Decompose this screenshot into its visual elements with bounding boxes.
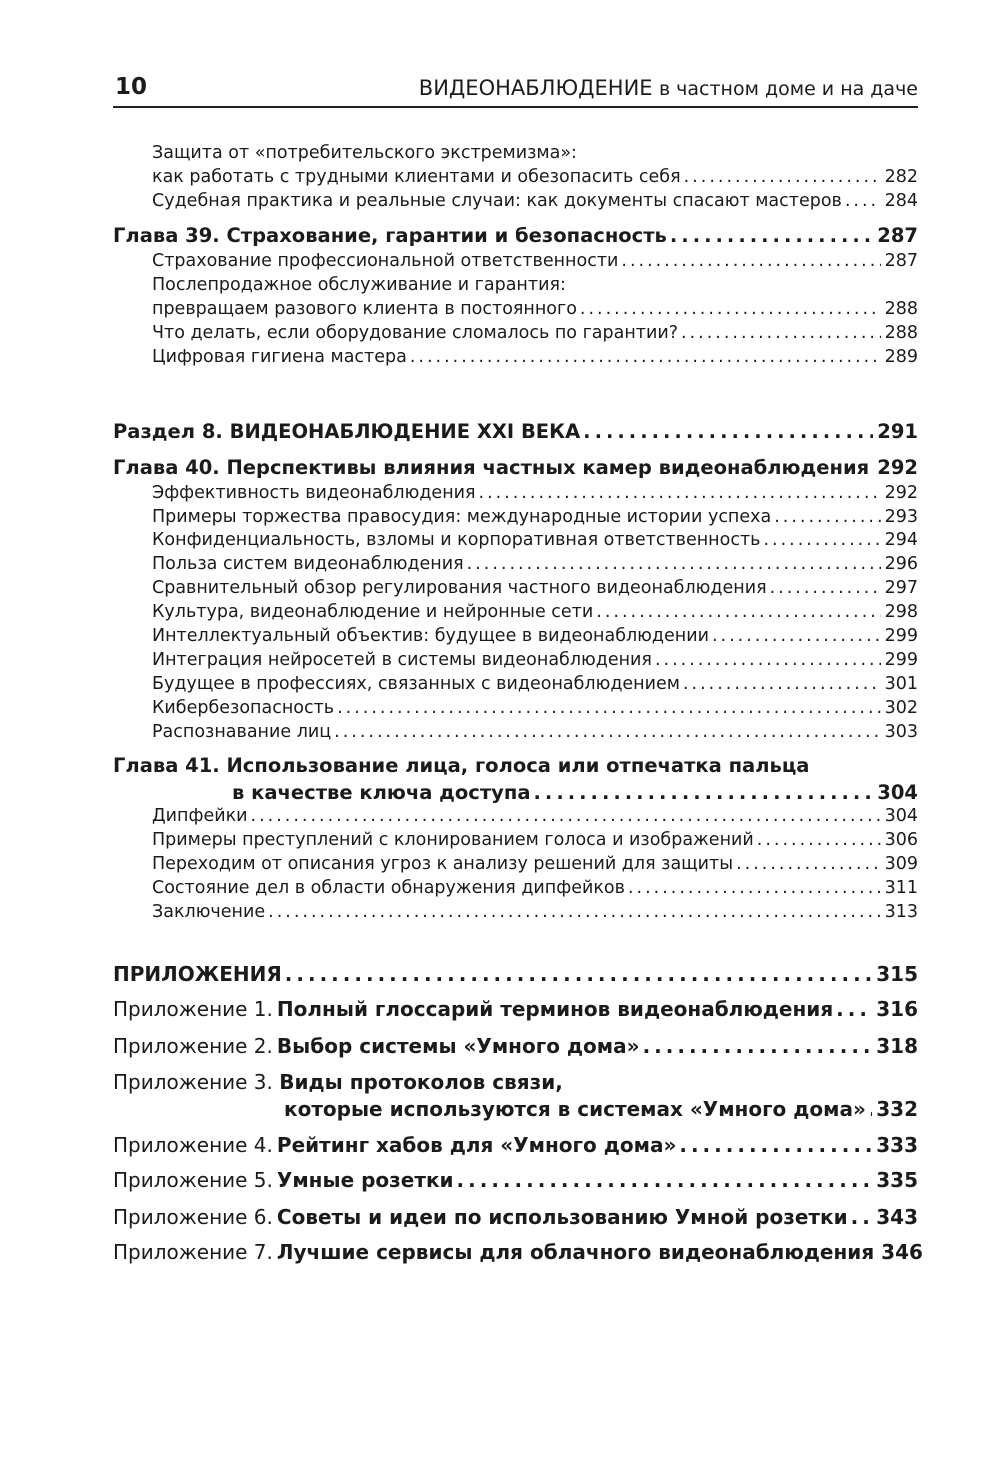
toc-entry-extremism-line1: Защита от «потребительского экстремизма»: bbox=[152, 143, 577, 163]
toc-entry-page: 301 bbox=[884, 674, 918, 694]
toc-entry-label: Эффективность видеонаблюдения bbox=[152, 483, 476, 503]
dot-leader bbox=[845, 191, 881, 211]
appendix-page: 332 bbox=[876, 1097, 918, 1121]
dot-leader bbox=[596, 602, 880, 622]
dot-leader bbox=[467, 554, 881, 574]
appendix-prefix: Приложение 5. bbox=[113, 1168, 273, 1192]
toc-entry-label: Дипфейки bbox=[152, 806, 248, 826]
toc-entry-page: 289 bbox=[884, 347, 918, 367]
appendix-prefix: Приложение 4. bbox=[113, 1133, 273, 1157]
toc-entry-label: Цифровая гигиена мастера bbox=[152, 347, 407, 367]
toc-entry-page: 303 bbox=[884, 722, 918, 742]
toc-entry[interactable] bbox=[152, 878, 918, 902]
appendix-title: Виды протоколов связи, bbox=[279, 1070, 563, 1094]
toc-entry-page: 306 bbox=[884, 830, 918, 850]
appendix-prefix: Приложение 3. bbox=[113, 1070, 273, 1094]
toc-entry-label: Польза систем видеонаблюдения bbox=[152, 554, 464, 574]
running-title bbox=[419, 76, 918, 100]
toc-entry-page: 284 bbox=[884, 191, 918, 211]
appendix-prefix: Приложение 1. bbox=[113, 997, 273, 1021]
toc-entry-page: 299 bbox=[884, 626, 918, 646]
dot-leader bbox=[583, 420, 873, 443]
dot-leader bbox=[670, 224, 873, 247]
toc-entry-page: 299 bbox=[884, 650, 918, 670]
dot-leader bbox=[479, 483, 881, 503]
appendix-page: 343 bbox=[876, 1205, 918, 1229]
appendix-title: Лучшие сервисы для облачного видеонаблюдения bbox=[276, 1240, 875, 1264]
toc-entry-postsale[interactable] bbox=[152, 299, 918, 323]
toc-chapter-label: Глава 40. Перспективы влияния частных камер видеонаблюдения bbox=[113, 456, 870, 479]
toc-chapter-page: 304 bbox=[877, 781, 918, 804]
toc-entry-label: Сравнительный обзор регулирования частного видеонаблюдения bbox=[152, 578, 767, 598]
toc-entry-page: 304 bbox=[884, 806, 918, 826]
toc-entry[interactable] bbox=[152, 902, 918, 926]
dot-leader bbox=[736, 854, 881, 874]
toc-chapter-41-line1: Глава 41. Использование лица, голоса или отпечатка пальца bbox=[113, 754, 810, 777]
toc-chapter-39[interactable] bbox=[113, 224, 918, 252]
toc-entry-page: 309 bbox=[884, 854, 918, 874]
toc-appendix-3-line1 bbox=[113, 1070, 563, 1098]
toc-entry-digital-hygiene[interactable] bbox=[152, 347, 918, 371]
appendix-title: Выбор системы «Умного дома» bbox=[276, 1034, 640, 1058]
toc-entry-label: Примеры торжества правосудия: международные истории успеха bbox=[152, 507, 772, 527]
dot-leader bbox=[774, 507, 880, 527]
toc-entry-page: 294 bbox=[884, 530, 918, 550]
toc-entry-label: Кибербезопасность bbox=[152, 698, 335, 718]
toc-entry-label: Страхование профессиональной ответственности bbox=[152, 251, 619, 271]
toc-entry[interactable] bbox=[152, 483, 918, 507]
toc-entry-warranty-broken[interactable] bbox=[152, 323, 918, 347]
toc-appendix-1[interactable] bbox=[113, 997, 918, 1025]
toc-entry[interactable] bbox=[152, 698, 918, 722]
toc-entry-label: Что делать, если оборудование сломалось по гарантии? bbox=[152, 323, 678, 343]
appendix-prefix: Приложение 2. bbox=[113, 1034, 273, 1058]
dot-leader bbox=[337, 698, 880, 718]
appendix-title: Рейтинг хабов для «Умного дома» bbox=[276, 1133, 677, 1157]
running-title-rest: в частном доме и на даче bbox=[658, 78, 918, 100]
toc-entry-label: Будущее в профессиях, связанных с видеонаблюдением bbox=[152, 674, 680, 694]
toc-section-8[interactable] bbox=[113, 420, 918, 448]
page-number: 10 bbox=[115, 74, 148, 100]
appendix-page: 333 bbox=[876, 1133, 918, 1157]
dot-leader bbox=[684, 167, 881, 187]
toc-entry-page: 292 bbox=[884, 483, 918, 503]
dot-leader bbox=[851, 1205, 873, 1229]
appendix-title: Полный глоссарий терминов видеонаблюдения bbox=[276, 997, 834, 1021]
appendix-page: 316 bbox=[876, 997, 918, 1021]
toc-entry-page: 297 bbox=[884, 578, 918, 598]
appendix-page: 335 bbox=[876, 1168, 918, 1192]
toc-chapter-label: Глава 39. Страхование, гарантии и безопасность bbox=[113, 224, 667, 247]
dot-leader bbox=[251, 806, 881, 826]
dot-leader bbox=[869, 1097, 872, 1121]
dot-leader bbox=[643, 1034, 873, 1058]
toc-entry-label: Примеры преступлений с клонированием голоса и изображений bbox=[152, 830, 754, 850]
dot-leader bbox=[655, 650, 881, 670]
dot-leader bbox=[712, 626, 881, 646]
toc-chapter-41[interactable] bbox=[232, 781, 918, 809]
toc-entry[interactable] bbox=[152, 507, 918, 531]
toc-entry-label: Конфиденциальность, взломы и корпоративная ответственность bbox=[152, 530, 761, 550]
running-header bbox=[113, 72, 918, 108]
toc-entry-page: 313 bbox=[884, 902, 918, 922]
toc-entry[interactable] bbox=[152, 650, 918, 674]
toc-section-label: Раздел 8. ВИДЕОНАБЛЮДЕНИЕ XXI ВЕКА bbox=[113, 420, 581, 443]
toc-entry-page: 293 bbox=[884, 507, 918, 527]
dot-leader bbox=[285, 962, 872, 986]
toc-appendices[interactable] bbox=[113, 962, 918, 990]
toc-chapter-label: в качестве ключа доступа bbox=[232, 781, 531, 804]
dot-leader bbox=[268, 902, 880, 922]
toc-entry[interactable] bbox=[152, 806, 918, 830]
toc-entry-label: как работать с трудными клиентами и обезопасить себя bbox=[152, 167, 681, 187]
toc-entry[interactable] bbox=[152, 674, 918, 698]
toc-section-page: 291 bbox=[877, 420, 918, 443]
toc-entry-insurance[interactable] bbox=[152, 251, 918, 275]
dot-leader bbox=[757, 830, 881, 850]
toc-appendix-3[interactable] bbox=[284, 1097, 918, 1125]
dot-leader bbox=[683, 674, 881, 694]
toc-entry[interactable] bbox=[152, 830, 918, 854]
appendix-page: 318 bbox=[876, 1034, 918, 1058]
toc-entry-page: 282 bbox=[884, 167, 918, 187]
dot-leader bbox=[410, 347, 881, 367]
toc-entry-postsale-line1: Послепродажное обслуживание и гарантия: bbox=[152, 275, 566, 295]
toc-entry-page: 302 bbox=[884, 698, 918, 718]
toc-appendix-6[interactable] bbox=[113, 1205, 918, 1233]
toc-entry-page: 288 bbox=[884, 323, 918, 343]
toc-entry-label: Интеграция нейросетей в системы видеонаблюдения bbox=[152, 650, 652, 670]
appendix-title: Умные розетки bbox=[276, 1168, 454, 1192]
appendix-prefix: Приложение 6. bbox=[113, 1205, 273, 1229]
toc-entry-court-practice[interactable] bbox=[152, 191, 918, 215]
toc-appendices-label: ПРИЛОЖЕНИЯ bbox=[113, 962, 282, 986]
toc-chapter-page: 287 bbox=[877, 224, 918, 247]
toc-entry-label: Интеллектуальный объектив: будущее в видеонаблюдении bbox=[152, 626, 709, 646]
toc-entry[interactable] bbox=[152, 626, 918, 650]
toc-entry-label: Переходим от описания угроз к анализу решений для защиты bbox=[152, 854, 734, 874]
dot-leader bbox=[334, 722, 880, 742]
dot-leader bbox=[457, 1168, 873, 1192]
toc-appendix-4[interactable] bbox=[113, 1133, 918, 1161]
dot-leader bbox=[534, 781, 874, 804]
dot-leader bbox=[621, 251, 880, 271]
dot-leader bbox=[770, 578, 881, 598]
toc-appendix-5[interactable] bbox=[113, 1168, 918, 1196]
toc-appendices-page: 315 bbox=[876, 962, 918, 986]
appendix-title-line2: которые используются в системах «Умного дома» bbox=[284, 1097, 866, 1121]
toc-entry-page: 287 bbox=[884, 251, 918, 271]
dot-leader bbox=[763, 530, 880, 550]
toc-entry[interactable] bbox=[152, 578, 918, 602]
dot-leader bbox=[679, 1133, 872, 1157]
dot-leader bbox=[872, 456, 873, 479]
toc-entry-label: превращаем разового клиента в постоянного bbox=[152, 299, 577, 319]
toc-entry-page: 288 bbox=[884, 299, 918, 319]
dot-leader bbox=[681, 323, 881, 343]
toc-entry[interactable] bbox=[152, 722, 918, 746]
toc-entry-label: Судебная практика и реальные случаи: как документы спасают мастеров bbox=[152, 191, 842, 211]
toc-entry-page: 298 bbox=[884, 602, 918, 622]
appendix-title: Советы и идеи по использованию Умной розетки bbox=[276, 1205, 848, 1229]
dot-leader bbox=[580, 299, 881, 319]
toc-entry-page: 311 bbox=[884, 878, 918, 898]
toc-entry[interactable] bbox=[152, 602, 918, 626]
appendix-prefix: Приложение 7. bbox=[113, 1240, 273, 1264]
toc-entry[interactable] bbox=[152, 530, 918, 554]
toc-entry-label: Заключение bbox=[152, 902, 266, 922]
dot-leader bbox=[836, 997, 872, 1021]
toc-appendix-7[interactable] bbox=[113, 1240, 923, 1268]
dot-leader bbox=[628, 878, 881, 898]
toc-chapter-40[interactable] bbox=[113, 456, 918, 484]
toc-entry[interactable] bbox=[152, 854, 918, 878]
toc-entry-label: Состояние дел в области обнаружения дипфейков bbox=[152, 878, 625, 898]
toc-entry[interactable] bbox=[152, 554, 918, 578]
toc-entry-label: Культура, видеонаблюдение и нейронные сети bbox=[152, 602, 594, 622]
running-title-upper: ВИДЕОНАБЛЮДЕНИЕ bbox=[418, 76, 653, 100]
toc-entry-extremism[interactable] bbox=[152, 167, 918, 191]
toc-appendix-2[interactable] bbox=[113, 1034, 918, 1062]
appendix-page: 346 bbox=[881, 1240, 923, 1264]
toc-entry-label: Распознавание лиц bbox=[152, 722, 332, 742]
toc-entry-page: 296 bbox=[884, 554, 918, 574]
toc-chapter-page: 292 bbox=[877, 456, 918, 479]
